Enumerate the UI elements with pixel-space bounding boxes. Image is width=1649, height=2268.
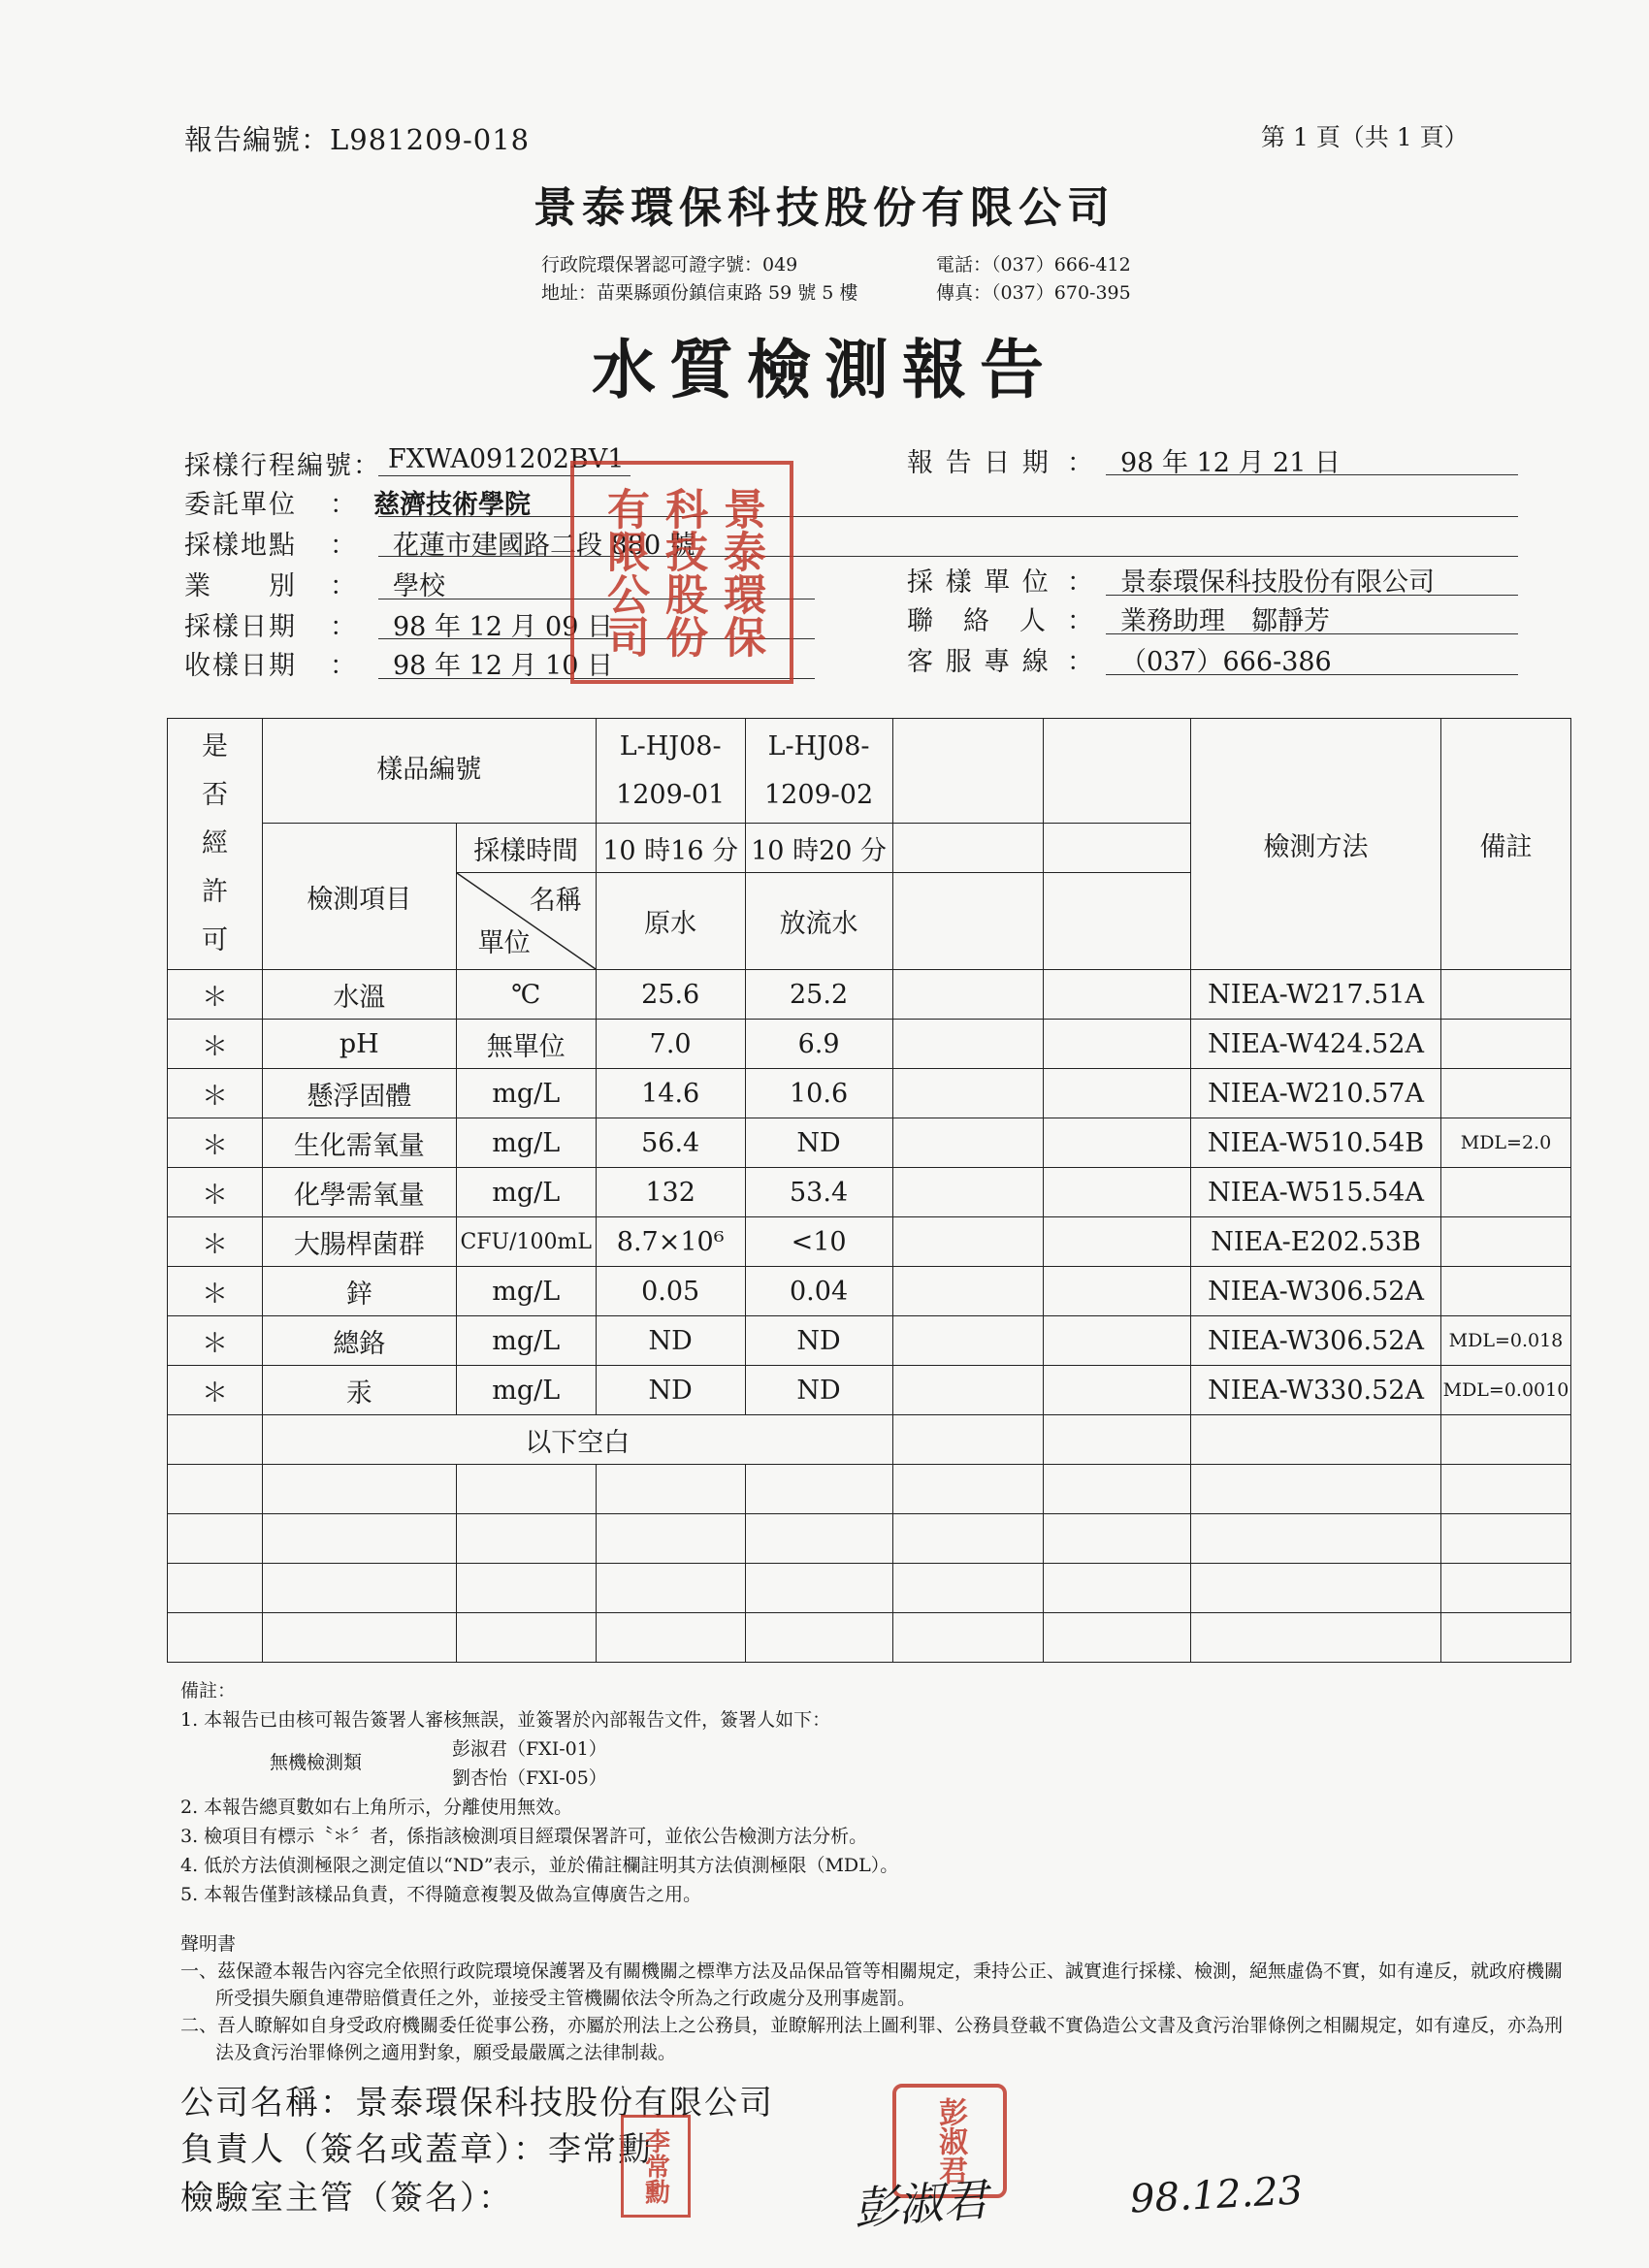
sample-no-header: 樣品編號 bbox=[262, 719, 596, 824]
test-item: 總鉻 bbox=[262, 1316, 456, 1366]
test-item: 水溫 bbox=[262, 970, 456, 1020]
sample-2-value: <10 bbox=[745, 1217, 892, 1267]
table-row bbox=[168, 970, 1571, 1020]
sample-2-value: 53.4 bbox=[745, 1168, 892, 1217]
empty-cell bbox=[1044, 970, 1191, 1020]
test-method: NIEA-W217.51A bbox=[1191, 970, 1441, 1020]
test-item: pH bbox=[262, 1020, 456, 1069]
info-sample-date: 採樣日期 ： 98 年 12 月 09 日 bbox=[184, 612, 613, 642]
remark bbox=[1440, 1069, 1570, 1118]
info-client: 委託單位 ： 慈濟技術學院 bbox=[184, 490, 531, 520]
test-item: 生化需氧量 bbox=[262, 1118, 456, 1168]
unit: mg/L bbox=[456, 1366, 596, 1415]
test-item: 汞 bbox=[262, 1366, 456, 1415]
test-method: NIEA-W510.54B bbox=[1191, 1118, 1441, 1168]
empty-cell bbox=[892, 970, 1044, 1020]
sample-2-value: 25.2 bbox=[745, 970, 892, 1020]
sample-2-time: 10 時20 分 bbox=[745, 824, 892, 873]
sample-2-value: ND bbox=[745, 1316, 892, 1366]
sample-2-name: 放流水 bbox=[745, 873, 892, 970]
test-method: NIEA-W210.57A bbox=[1191, 1069, 1441, 1118]
company-name: 景泰環保科技股份有限公司 bbox=[534, 183, 1116, 233]
footer-lab-manager: 檢驗室主管（簽名）： bbox=[180, 2179, 513, 2218]
info-location: 採樣地點 ： 花蓮市建國路二段 880 號 bbox=[184, 531, 695, 561]
test-item: 化學需氧量 bbox=[262, 1168, 456, 1217]
empty-cell bbox=[1044, 1069, 1191, 1118]
test-item: 鋅 bbox=[262, 1267, 456, 1316]
remark bbox=[1440, 1217, 1570, 1267]
blank-text: 以下空白 bbox=[262, 1415, 892, 1465]
test-method: NIEA-W424.52A bbox=[1191, 1020, 1441, 1069]
remark: MDL=2.0 bbox=[1440, 1118, 1570, 1168]
permit-mark: ＊ bbox=[168, 1118, 263, 1168]
results-table bbox=[167, 718, 1571, 1663]
sample-2-value: 10.6 bbox=[745, 1069, 892, 1118]
unit: ℃ bbox=[456, 970, 596, 1020]
permit-mark: ＊ bbox=[168, 1267, 263, 1316]
empty-cell bbox=[892, 1267, 1044, 1316]
unit: mg/L bbox=[456, 1316, 596, 1366]
empty-cell bbox=[1044, 1267, 1191, 1316]
unit: 無單位 bbox=[456, 1020, 596, 1069]
permit-mark: ＊ bbox=[168, 1020, 263, 1069]
empty-cell bbox=[1044, 1366, 1191, 1415]
sample-1-value: 0.05 bbox=[596, 1267, 745, 1316]
empty-cell bbox=[1044, 1168, 1191, 1217]
sample-2-value: 6.9 bbox=[745, 1020, 892, 1069]
remark-header: 備註 bbox=[1440, 719, 1570, 970]
unit: mg/L bbox=[456, 1168, 596, 1217]
permit-mark: ＊ bbox=[168, 1069, 263, 1118]
sample-1-value: 14.6 bbox=[596, 1069, 745, 1118]
remark bbox=[1440, 1020, 1570, 1069]
page-info: 第 1 頁（共 1 頁） bbox=[1261, 123, 1469, 151]
sample-1-value: 56.4 bbox=[596, 1118, 745, 1168]
name-unit-header: 名稱 單位 bbox=[456, 873, 596, 970]
permit-mark: ＊ bbox=[168, 1316, 263, 1366]
empty-cell bbox=[892, 1316, 1044, 1366]
sample-1-value: 7.0 bbox=[596, 1020, 745, 1069]
sample-2-value: ND bbox=[745, 1118, 892, 1168]
license-no: 行政院環保署認可證字號：049 bbox=[541, 254, 798, 275]
test-item: 大腸桿菌群 bbox=[262, 1217, 456, 1267]
test-method: NIEA-W515.54A bbox=[1191, 1168, 1441, 1217]
permit-mark: ＊ bbox=[168, 970, 263, 1020]
table-row bbox=[168, 1069, 1571, 1118]
info-trip-no: 採樣行程編號： FXWA091202BV1 bbox=[184, 444, 625, 481]
table-row bbox=[168, 1020, 1571, 1069]
permit-mark: ＊ bbox=[168, 1168, 263, 1217]
empty-cell bbox=[1044, 1217, 1191, 1267]
test-method: NIEA-W306.52A bbox=[1191, 1267, 1441, 1316]
table-row bbox=[168, 1267, 1571, 1316]
sample-1-name: 原水 bbox=[596, 873, 745, 970]
info-receive-date: 收樣日期 ： 98 年 12 月 10 日 bbox=[184, 651, 613, 681]
empty-cell bbox=[892, 1069, 1044, 1118]
statement-block: 聲明書 一、茲保證本報告內容完全依照行政院環境保護署及有關機關之標準方法及品保品管等相關規定，秉持公正、誠實進行採樣、檢測，絕無虛偽不實，如有違反，就政府機關所受損失願負連帶賠償責任之外，並接受主管機關依法令所為之行政處分及刑事處罰。 二、吾人瞭解如自身受政府機關委任從事公務，亦屬於刑法上之公務員，並瞭解刑法上圖利罪、公務員登載不實偽造公文書及貪污治罪條例之相關規定，如有違反，亦為刑法及貪污治罪條例之適用對象，願受最嚴厲之法律制裁。 bbox=[180, 1933, 1564, 2063]
info-sampler: 採 樣 單 位 ： 景泰環保科技股份有限公司 bbox=[907, 567, 1435, 598]
footer-company: 公司名稱：景泰環保科技股份有限公司 bbox=[180, 2084, 774, 2122]
empty-cell bbox=[892, 1118, 1044, 1168]
test-item: 懸浮固體 bbox=[262, 1069, 456, 1118]
empty-cell bbox=[892, 1020, 1044, 1069]
remark: MDL=0.018 bbox=[1440, 1316, 1570, 1366]
method-header: 檢測方法 bbox=[1191, 719, 1441, 970]
report-number: 報告編號：L981209-018 bbox=[184, 123, 531, 156]
table-row bbox=[168, 1168, 1571, 1217]
sample-time-header: 採樣時間 bbox=[456, 824, 596, 873]
sample-1-time: 10 時16 分 bbox=[596, 824, 745, 873]
test-method: NIEA-E202.53B bbox=[1191, 1217, 1441, 1267]
unit: mg/L bbox=[456, 1069, 596, 1118]
empty-cell bbox=[1044, 1020, 1191, 1069]
empty-cell bbox=[1044, 1118, 1191, 1168]
unit: CFU/100mL bbox=[456, 1217, 596, 1267]
empty-cell bbox=[892, 1168, 1044, 1217]
empty-cell bbox=[1044, 1316, 1191, 1366]
sample-1-value: ND bbox=[596, 1366, 745, 1415]
report-title: 水質檢測報告 bbox=[592, 332, 1057, 407]
sample-1-value: 8.7×10⁶ bbox=[596, 1217, 745, 1267]
sample-2-value: ND bbox=[745, 1366, 892, 1415]
sample-2-value: 0.04 bbox=[745, 1267, 892, 1316]
remark bbox=[1440, 970, 1570, 1020]
table-row bbox=[168, 1366, 1571, 1415]
notes-block: 備註： 1. 本報告已由核可報告簽署人審核無誤，並簽署於內部報告文件，簽署人如下： 無機檢測類 彭淑君（FXI-01） 劉杏怡（FXI-05） 2. 本報告總頁數如右上角所示，分離使用無效。 3. 檢項目有標示〝＊〞者，係指該檢測項目經環保署許可，並依公告檢測方法分析。 4. 低於方法偵測極限之測定值以“ND”表示，並於備註欄註明其方法偵測極限（MDL）。 5. 本報告僅對該樣品負責，不得隨意複製及做為宣傳廣告之用。 bbox=[180, 1680, 899, 1905]
sample-2-no: L-HJ08- 1209-02 bbox=[745, 719, 892, 824]
test-method: NIEA-W330.52A bbox=[1191, 1366, 1441, 1415]
company-phone: 電話：（037）666-412 bbox=[936, 254, 1131, 275]
info-report-date: 報 告 日 期 ： 98 年 12 月 21 日 bbox=[907, 448, 1341, 478]
company-address: 地址：苗栗縣頭份鎮信東路 59 號 5 樓 bbox=[541, 282, 858, 304]
permit-mark: ＊ bbox=[168, 1366, 263, 1415]
remark bbox=[1440, 1168, 1570, 1217]
company-seal: 景泰環保科技股份有限公司 bbox=[570, 461, 793, 684]
unit: mg/L bbox=[456, 1267, 596, 1316]
remark bbox=[1440, 1267, 1570, 1316]
signature-date: 98.12.23 bbox=[1128, 2168, 1305, 2222]
owner-seal: 李常勳 bbox=[621, 2115, 691, 2218]
signer-seal: 彭淑君 bbox=[892, 2084, 1007, 2198]
empty-cell bbox=[892, 1217, 1044, 1267]
table-row bbox=[168, 1217, 1571, 1267]
test-method: NIEA-W306.52A bbox=[1191, 1316, 1441, 1366]
company-fax: 傳真：（037）670-395 bbox=[936, 282, 1131, 304]
permit-header: 是否經許可 bbox=[168, 719, 263, 970]
info-service-line: 客 服 專 線 ： （037）666-386 bbox=[907, 647, 1332, 677]
unit: mg/L bbox=[456, 1118, 596, 1168]
empty-cell bbox=[892, 1366, 1044, 1415]
info-industry: 業 別 ： 學校 bbox=[184, 571, 445, 601]
item-header: 檢測項目 bbox=[262, 824, 456, 970]
signature: 彭淑君 bbox=[852, 2173, 989, 2235]
sample-1-value: 25.6 bbox=[596, 970, 745, 1020]
footer-owner: 負責人（簽名或蓋章）：李常勳 bbox=[180, 2130, 653, 2169]
sample-1-no: L-HJ08- 1209-01 bbox=[596, 719, 745, 824]
sample-1-value: ND bbox=[596, 1316, 745, 1366]
sample-1-value: 132 bbox=[596, 1168, 745, 1217]
info-contact: 聯 絡 人 ： 業務助理 鄒靜芳 bbox=[907, 606, 1330, 636]
permit-mark: ＊ bbox=[168, 1217, 263, 1267]
remark: MDL=0.0010 bbox=[1440, 1366, 1570, 1415]
table-row bbox=[168, 1316, 1571, 1366]
table-row bbox=[168, 1118, 1571, 1168]
